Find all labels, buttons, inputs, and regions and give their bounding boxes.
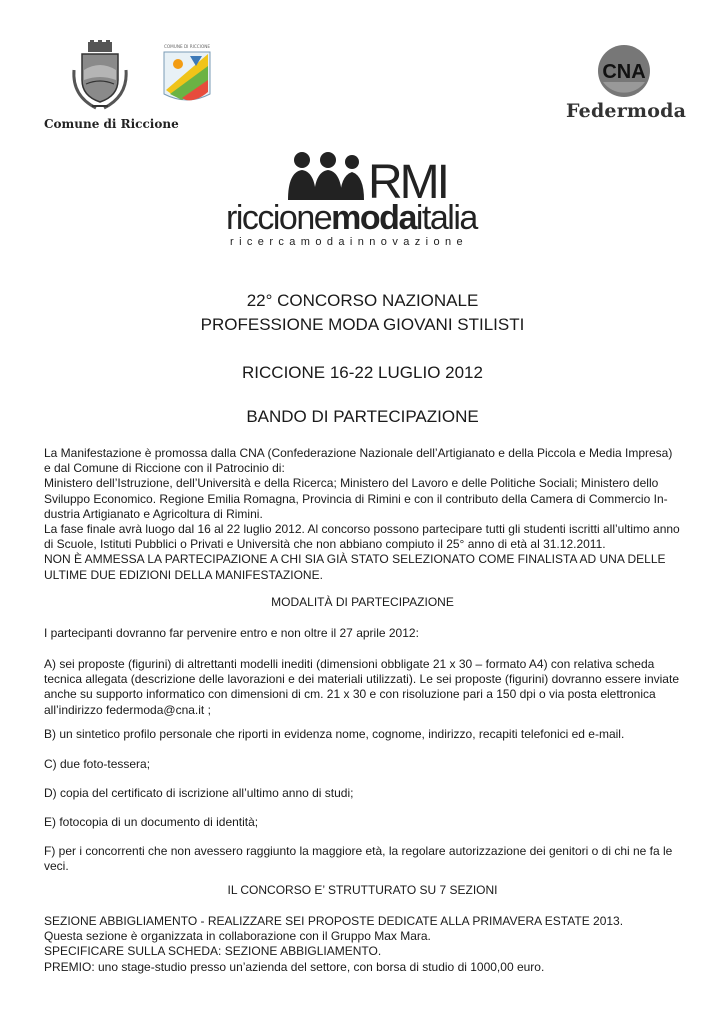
- modalita-title: MODALITÀ DI PARTECIPAZIONE: [271, 595, 454, 609]
- federmoda-label: Federmoda: [566, 100, 687, 122]
- item-e: E) fotocopia di un documento di identità;: [44, 815, 259, 829]
- item-a-line: anche su supporto informatico con dimensioni di cm. 21 x 30 e con risoluzione pari a 150 dpi o via posta elettronica: [44, 687, 656, 702]
- sezione-abbigliamento: [44, 914, 684, 975]
- intro-line: La fase finale avrà luogo dal 16 al 22 luglio 2012. Al concorso possono partecipare tutti gli studenti iscritti all’ultimo anno: [44, 522, 680, 537]
- wordmark-part-2: italia: [415, 199, 477, 237]
- rmi-wordmark: [226, 200, 506, 236]
- intro-line: NON È AMMESSA LA PARTECIPAZIONE A CHI SIA GIÀ STATO SELEZIONATO COME FINALISTA AD UNA DELLE: [44, 552, 666, 567]
- riccione-logo-icon: [160, 42, 214, 108]
- rmi-mark-letters: RMI: [368, 156, 447, 209]
- intro-line: di Scuole, Istituti Pubblici o Privati e Università che non abbiano compiuto il 25° anno di età al 31.12.2011.: [44, 537, 606, 552]
- wordmark-part-bold: moda: [331, 199, 416, 237]
- sezioni-title: IL CONCORSO E’ STRUTTURATO SU 7 SEZIONI: [227, 883, 498, 897]
- heading-professione: PROFESSIONE MODA GIOVANI STILISTI: [200, 315, 525, 334]
- modalita-deadline: I partecipanti dovranno far pervenire entro e non oltre il 27 aprile 2012:: [44, 626, 419, 640]
- item-b: B) un sintetico profilo personale che riporti in evidenza nome, cognome, indirizzo, recapiti telefonici ed e-mail.: [44, 727, 625, 741]
- intro-line: dustria Artigianato e Agricoltura di Rimini.: [44, 506, 263, 521]
- sezione-line: SPECIFICARE SULLA SCHEDA: SEZIONE ABBIGLIAMENTO.: [44, 944, 382, 959]
- intro-line: e dal Comune di Riccione con il Patrocinio di:: [44, 461, 285, 476]
- intro-line: ULTIME DUE EDIZIONI DELLA MANIFESTAZIONE.: [44, 567, 323, 582]
- rmi-tagline: ricercamodainnovazione: [230, 236, 469, 248]
- item-c: C) due foto-tessera;: [44, 757, 151, 771]
- heading-concorso: 22° CONCORSO NAZIONALE: [246, 291, 479, 310]
- heading-date: RICCIONE 16-22 LUGLIO 2012: [242, 363, 483, 382]
- intro-paragraph: [44, 446, 684, 583]
- sezione-line: PREMIO: uno stage-studio presso un’azienda del settore, con borsa di studio di 1000,00 euro.: [44, 959, 545, 974]
- wordmark-part-1: riccione: [226, 199, 332, 237]
- intro-line: Sviluppo Economico. Regione Emilia Romagna, Provincia di Rimini e con il contributo della Camera di Commercio In-: [44, 491, 668, 506]
- intro-line: Ministero dell’Istruzione, dell’Università e della Ricerca; Ministero del Lavoro e delle Politiche Sociali; Ministero dello: [44, 476, 659, 491]
- item-a: [44, 657, 684, 718]
- item-f: [44, 844, 684, 874]
- sezione-line: SEZIONE ABBIGLIAMENTO - REALIZZARE SEI PROPOSTE DEDICATE ALLA PRIMAVERA ESTATE 2013.: [44, 914, 624, 928]
- cna-badge-icon: [597, 44, 651, 98]
- sezione-line: Questa sezione è organizzata in collaborazione con il Gruppo Max Mara.: [44, 929, 431, 944]
- item-a-line: tecnica allegata (descrizione delle lavorazioni e dei materiali utilizzati). Le sei proposte (figurini) dovranno essere inviate: [44, 672, 679, 687]
- riccione-logo-text: COMUNE DI RICCIONE: [163, 44, 211, 49]
- cna-badge-text: CNA: [602, 61, 646, 83]
- item-a-line: A) sei proposte (figurini) di altrettanti modelli inediti (dimensioni obbligate 21 x 30 – formato A4) con relativa scheda: [44, 657, 655, 671]
- item-d: D) copia del certificato di iscrizione all’ultimo anno di studi;: [44, 786, 354, 800]
- item-f-line: veci.: [44, 859, 69, 874]
- heading-bando: BANDO DI PARTECIPAZIONE: [246, 407, 479, 426]
- item-f-line: F) per i concorrenti che non avessero raggiunto la maggiore età, la regolare autorizzazione dei genitori o di chi ne fa le: [44, 844, 673, 858]
- item-a-line: all’indirizzo federmoda@cna.it ;: [44, 702, 211, 717]
- comune-label: Comune di Riccione: [44, 117, 179, 131]
- intro-line: La Manifestazione è promossa dalla CNA (Confederazione Nazionale dell’Artigianato e della Piccola e Media Impresa): [44, 446, 673, 460]
- comune-crest-icon: [70, 40, 130, 112]
- rmi-logo-icon: [288, 150, 447, 209]
